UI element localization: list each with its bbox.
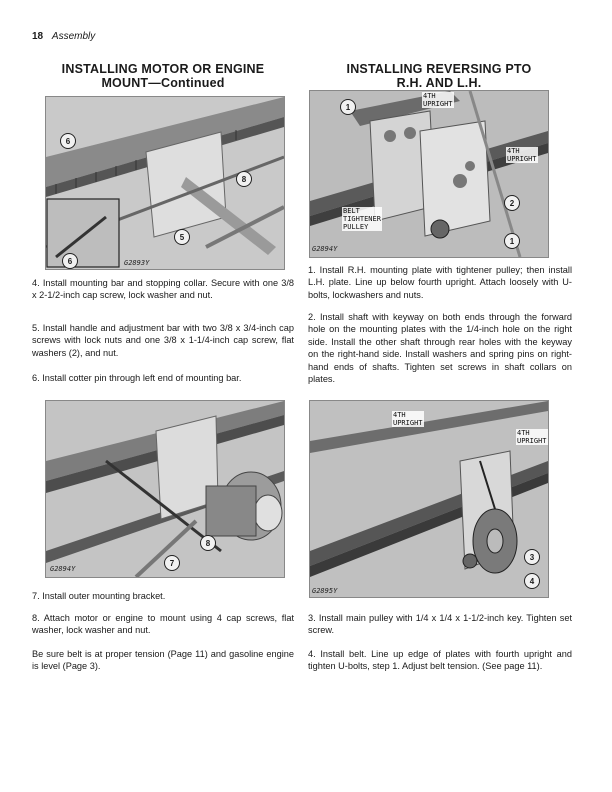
- label-4th-upright-right: 4TH UPRIGHT: [507, 147, 537, 163]
- right-step-2: 2. Install shaft with keyway on both ends through the forward hole on the mounting plates with the 1/4-inch hole on the right side. Install the other shaft through rear holes with the keyway on the right-hand side. Install washers and spring pins on right-hand ends of shafts. Tighten set screws in shaft collars on plates.: [308, 312, 572, 385]
- right-title: [308, 62, 570, 90]
- left-note: Be sure belt is at proper tension (Page 11) and gasoline engine is level (Page 3).: [32, 649, 294, 672]
- figure-motor-installed-drawing: [46, 401, 284, 577]
- callout-6-inset: 6: [62, 253, 78, 269]
- page-header: [32, 31, 95, 42]
- figure-motor-installed: [45, 400, 285, 578]
- label-4th-upright-top: 4TH UPRIGHT: [393, 411, 423, 427]
- section-name: Assembly: [51, 31, 96, 42]
- left-step-6: 6. Install cotter pin through left end of mounting bar.: [32, 373, 242, 383]
- left-step-8: 8. Attach motor or engine to mount using 4 cap screws, flat washer, lock washer and nut.: [32, 613, 294, 636]
- callout-1-lower: 1: [504, 233, 520, 249]
- callout-3: 3: [524, 549, 540, 565]
- right-title-line2: R.H. AND L.H.: [396, 76, 482, 90]
- callout-5: 5: [174, 229, 190, 245]
- callout-2: 2: [504, 195, 520, 211]
- right-title-line1: INSTALLING REVERSING PTO: [346, 62, 532, 76]
- callout-4: 4: [524, 573, 540, 589]
- figure-code: G2894Y: [312, 245, 338, 253]
- left-title-line2: MOUNT—Continued: [101, 76, 225, 90]
- left-step-5: 5. Install handle and adjustment bar with two 3/8 x 3/4-inch cap screws with lock nuts and one 3/8 x 1-1/4-inch cap screw, flat washers (2), and nut.: [32, 323, 294, 358]
- figure-main-pulley-drawing: [310, 401, 548, 597]
- label-4th-upright-top: 4TH UPRIGHT: [423, 92, 453, 108]
- right-step-1: 1. Install R.H. mounting plate with tightener pulley; then install L.H. plate. Line up below fourth upright. Attach loosely with U-bolts, lockwashers and nuts.: [308, 265, 572, 300]
- left-title-line1: INSTALLING MOTOR OR ENGINE: [61, 62, 265, 76]
- figure-code: G2895Y: [312, 587, 338, 595]
- left-step-4: 4. Install mounting bar and stopping collar. Secure with one 3/8 x 2-1/2-inch cap screw, lock washer and nut.: [32, 278, 294, 301]
- callout-6: 6: [60, 133, 76, 149]
- label-4th-upright-right: 4TH UPRIGHT: [517, 429, 547, 445]
- callout-7: 7: [164, 555, 180, 571]
- figure-reversing-pto-plate: [309, 90, 549, 258]
- page-number: 18: [32, 31, 44, 42]
- callout-1: 1: [340, 99, 356, 115]
- label-belt-tightener-pulley: BELT TIGHTENER PULLEY: [343, 207, 381, 231]
- callout-8: 8: [200, 535, 216, 551]
- figure-motor-mount-bar: [45, 96, 285, 270]
- figure-main-pulley: [309, 400, 549, 598]
- figure-code: G2893Y: [124, 259, 150, 267]
- left-title: [32, 62, 294, 90]
- right-step-4: 4. Install belt. Line up edge of plates with fourth upright and tighten U-bolts, step 1. Adjust belt tension. (See page 11).: [308, 649, 572, 672]
- right-step-3: 3. Install main pulley with 1/4 x 1/4 x 1-1/2-inch key. Tighten set screw.: [308, 613, 572, 636]
- callout-8: 8: [236, 171, 252, 187]
- figure-code: G2894Y: [50, 565, 76, 573]
- left-step-7: 7. Install outer mounting bracket.: [32, 591, 166, 601]
